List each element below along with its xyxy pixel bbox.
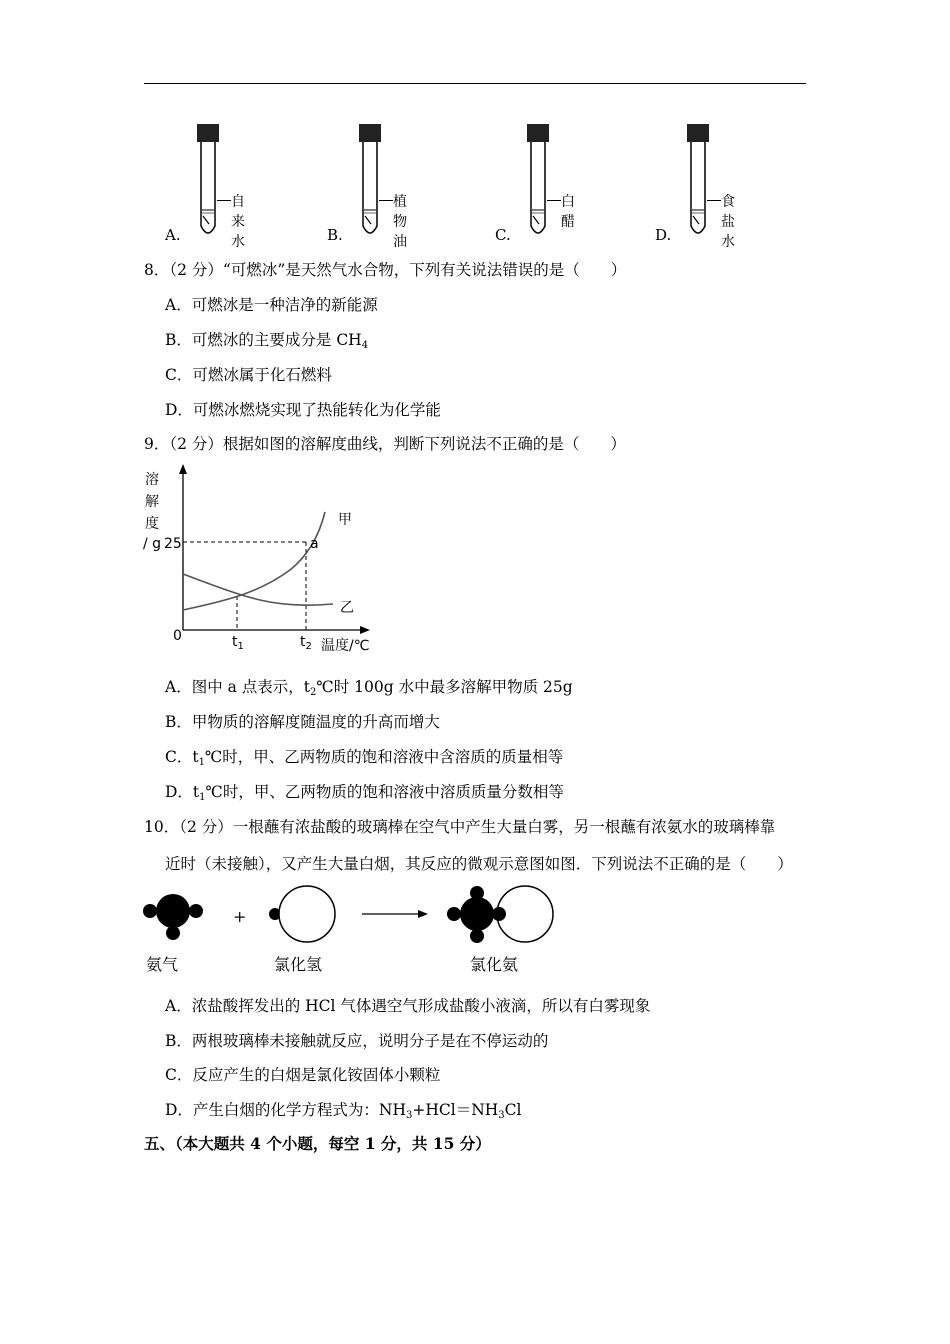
x-tick-label: $t_1$ [232, 634, 244, 652]
option-letter: D. [655, 226, 672, 244]
ammonium-chloride-molecule-icon [447, 886, 553, 943]
q10-stem-line2: 近时（未接触），又产生大量白烟，其反应的微观示意图如图．下列说法不正确的是（ ） [165, 855, 793, 873]
q9-option-c: C．$t_1℃$时，甲、乙两物质的饱和溶液中含溶质的质量相等 [165, 748, 564, 768]
option-letter: A. [165, 226, 181, 244]
tube-label: 植物油 [393, 194, 407, 250]
test-tube-icon [193, 124, 223, 242]
q8-option-c: C．可燃冰属于化石燃料 [165, 366, 332, 384]
q10-stem-line1: 10．（2 分）一根蘸有浓盐酸的玻璃棒在空气中产生大量白雾，另一根蘸有浓氨水的玻璃棒靠 [144, 818, 776, 836]
solubility-chart [140, 462, 380, 660]
y-label-unit: / g [143, 536, 162, 552]
y-tick-label: 25 [164, 536, 182, 552]
origin-label: 0 [173, 628, 182, 644]
test-tube-icon [523, 124, 553, 242]
q10-option-b: B．两根玻璃棒未接触就反应，说明分子是在不停运动的 [165, 1032, 549, 1050]
curve-yi [183, 574, 333, 605]
q9-option-d: D．$t_1℃$时，甲、乙两物质的饱和溶液中溶质质量分数相等 [165, 783, 564, 803]
section-5-heading: 五、（本大题共 4 个小题，每空 1 分，共 15 分） [144, 1134, 491, 1153]
x-axis-label: 温度/℃ [321, 638, 370, 654]
x-tick-label: $t_2$ [300, 634, 312, 652]
q9-option-a: A．图中 a 点表示，$t_2℃$时 100g 水中最多溶解甲物质 25g [165, 678, 573, 698]
arrow-head-icon [418, 910, 428, 918]
tube-label: 食盐水 [721, 194, 735, 250]
reaction-diagram [140, 884, 560, 984]
tube-label: 自来水 [231, 194, 245, 250]
hcl-molecule-icon [269, 886, 335, 942]
q8-option-a: A．可燃冰是一种洁净的新能源 [165, 296, 378, 314]
x-axis-arrow-icon [360, 626, 370, 634]
y-label-char: 度 [145, 516, 159, 532]
option-letter: B. [327, 226, 343, 244]
tube-label: 白醋 [561, 194, 575, 230]
q10-option-c: C．反应产生的白烟是氯化铵固体小颗粒 [165, 1066, 441, 1084]
series-label-yi: 乙 [340, 600, 354, 616]
q8-option-d: D．可燃冰燃烧实现了热能转化为化学能 [165, 401, 441, 419]
q8-stem: 8．（2 分）“可燃冰”是天然气水合物，下列有关说法错误的是（ ） [144, 261, 627, 279]
q9-stem: 9．（2 分）根据如图的溶解度曲线，判断下列说法不正确的是（ ） [144, 435, 626, 453]
series-label-jia: 甲 [338, 512, 352, 528]
q10-option-d: D．产生白烟的化学方程式为：$NH_3+HCl=NH_3Cl$ [165, 1101, 522, 1121]
y-label-char: 解 [145, 494, 159, 510]
test-tube-figures [0, 118, 950, 248]
plus-sign: + [233, 907, 247, 926]
molecule-label-hcl: 氯化氢 [274, 955, 323, 974]
q10-option-a: A．浓盐酸挥发出的 HCl 气体遇空气形成盐酸小液滴，所以有白雾现象 [165, 997, 651, 1015]
option-letter: C. [495, 226, 511, 244]
q9-option-b: B．甲物质的溶解度随温度的升高而增大 [165, 713, 440, 731]
molecule-label-ammonia: 氨气 [146, 955, 179, 974]
q8-option-b: B．可燃冰的主要成分是 $CH_4$ [165, 331, 369, 351]
ammonia-molecule-icon [143, 894, 203, 940]
test-tube-icon [683, 124, 713, 242]
y-axis-arrow-icon [179, 464, 187, 474]
curve-jia [183, 512, 325, 610]
molecule-label-product: 氯化氨 [470, 955, 519, 974]
test-tube-icon [355, 124, 385, 242]
header-rule [144, 83, 806, 84]
y-label-char: 溶 [145, 472, 159, 488]
point-label-a: a [310, 536, 319, 552]
